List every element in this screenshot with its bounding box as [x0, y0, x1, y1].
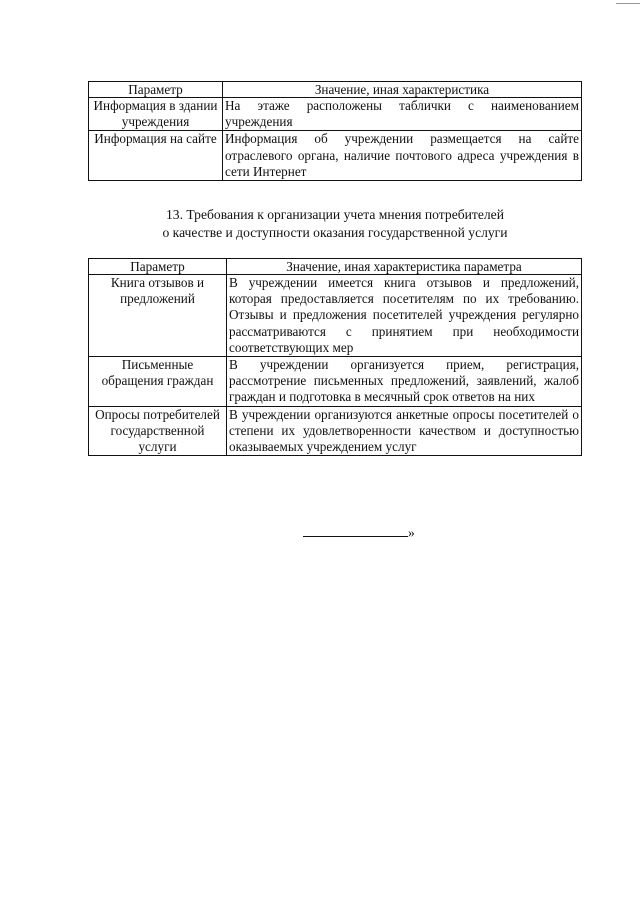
section-13-heading [88, 206, 582, 241]
table-header-row [89, 259, 582, 275]
column-header-value: Значение, иная характеристика параметра [227, 259, 582, 275]
heading-line: 13. Требования к организации учета мнения потребителей [166, 207, 504, 222]
value-cell: Информация об учреждении размещается на сайте отраслевого органа, наличие почтового адреса учреждения в сети Интернет [223, 131, 582, 181]
parameter-cell: Опросы потребителей государственной услуги [89, 406, 227, 456]
closing-line [303, 524, 415, 541]
column-header-parameter: Параметр [89, 259, 227, 275]
table-row [89, 357, 582, 407]
value-cell: В учреждении организуется прием, регистрация, рассмотрение письменных предложений, заявлений, жалоб граждан и подготовка в месячный срок ответов на них [227, 357, 582, 407]
information-table [88, 81, 582, 181]
value-cell: В учреждении организуются анкетные опросы посетителей о степени их удовлетворенности качеством и доступностью оказываемых учреждением услуг [227, 406, 582, 456]
table-header-row [89, 82, 582, 98]
parameter-cell: Информация в здании учреждения [89, 98, 223, 131]
column-header-value: Значение, иная характеристика [223, 82, 582, 98]
consumer-opinion-table [88, 258, 582, 456]
value-cell: На этаже расположены таблички с наименованием учреждения [223, 98, 582, 131]
column-header-parameter: Параметр [89, 82, 223, 98]
table-row [89, 131, 582, 181]
blank-rule [303, 525, 408, 537]
closing-quote: » [408, 525, 415, 540]
parameter-cell: Письменные обращения граждан [89, 357, 227, 407]
table-row [89, 275, 582, 357]
scan-corner-mark [616, 3, 640, 4]
table-row [89, 98, 582, 131]
value-cell: В учреждении имеется книга отзывов и предложений, которая предоставляется посетителям по их требованию. Отзывы и предложения посетителей учреждения регулярно рассматриваются с принятием при необходимости соответствующих мер [227, 275, 582, 357]
parameter-cell: Книга отзывов и предложений [89, 275, 227, 357]
parameter-cell: Информация на сайте [89, 131, 223, 181]
table-row [89, 406, 582, 456]
heading-line: о качестве и доступности оказания государственной услуги [162, 224, 508, 240]
